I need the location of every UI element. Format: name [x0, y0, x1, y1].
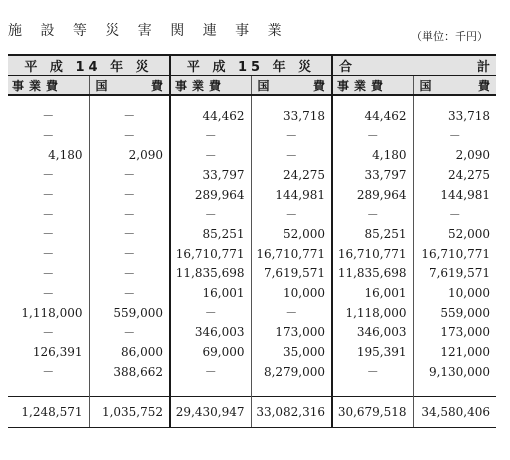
- cell-h14-national: －: [89, 106, 170, 126]
- cell-h14-national: －: [89, 185, 170, 205]
- table-row: [8, 106, 496, 126]
- cell-total-project-cost: 11,835,698: [332, 264, 413, 284]
- table-row: [8, 165, 496, 185]
- cell-h15-project-cost: 16,001: [170, 283, 251, 303]
- cell-total-national: 33,718: [413, 106, 496, 126]
- cell-total-project-cost: 4,180: [332, 145, 413, 165]
- table-row: [8, 342, 496, 362]
- subheader-h14-national-right: 費: [151, 78, 164, 93]
- subheader-total-national-left: 国: [419, 78, 432, 93]
- subheader-h14-national-left: 国: [95, 78, 108, 93]
- subheader-total-national: [413, 76, 496, 96]
- cell-h14-project-cost: －: [42, 188, 55, 203]
- cell-h14-project-cost: －: [42, 227, 55, 242]
- cell-total-national: 24,275: [413, 165, 496, 185]
- cell-h15-national: －: [251, 145, 332, 165]
- cell-h15-national: 35,000: [251, 342, 332, 362]
- subheader-h15-national-left: 国: [257, 78, 270, 93]
- subheader-total-project-cost: 事業費: [332, 76, 413, 96]
- table-row: [8, 283, 496, 303]
- cell-h15-project-cost: －: [170, 204, 251, 224]
- cell-total-national: 10,000: [413, 283, 496, 303]
- cell-total-national: －: [413, 204, 496, 224]
- cell-h15-project-cost: －: [170, 126, 251, 146]
- header-row-years: [8, 55, 496, 76]
- cell-h14-project-cost: 126,391: [32, 345, 83, 360]
- table-row: [8, 145, 496, 165]
- cell-h15-national: 10,000: [251, 283, 332, 303]
- header-total: [332, 55, 496, 76]
- table-row: [8, 303, 496, 323]
- table-row: [8, 185, 496, 205]
- cell-h14-project-cost: －: [42, 266, 55, 281]
- cell-h14-national: －: [89, 323, 170, 343]
- cell-h14-project-cost: －: [42, 247, 55, 262]
- cell-h14-project-cost: －: [42, 286, 55, 301]
- cell-h15-national: －: [251, 303, 332, 323]
- cell-total-national: 52,000: [413, 224, 496, 244]
- total-h14-national: 1,035,752: [89, 396, 170, 427]
- cell-h14-national: 388,662: [89, 362, 170, 382]
- subheader-h15-national: [251, 76, 332, 96]
- cell-h14-project-cost: 4,180: [48, 148, 83, 163]
- cell-h14-national: －: [89, 126, 170, 146]
- cell-total-project-cost: 195,391: [332, 342, 413, 362]
- page-title: 施 設 等 災 害 関 連 事 業: [8, 23, 289, 39]
- cell-h15-national: 8,279,000: [251, 362, 332, 382]
- header-h15: [170, 55, 332, 76]
- cell-h14-national: －: [89, 283, 170, 303]
- cell-h15-project-cost: 33,797: [170, 165, 251, 185]
- header-h14-label: 平 成 14 年 災: [24, 60, 153, 75]
- cell-h14-project-cost: －: [42, 129, 55, 144]
- table-row: [8, 244, 496, 264]
- cell-total-national: 121,000: [413, 342, 496, 362]
- header-h15-label: 平 成 15 年 災: [186, 60, 316, 75]
- header-total-right: 計: [477, 60, 491, 75]
- cell-total-project-cost: 85,251: [332, 224, 413, 244]
- cell-total-national: 9,130,000: [413, 362, 496, 382]
- cell-h14-national: －: [89, 224, 170, 244]
- subheader-h14-national: [89, 76, 170, 96]
- subheader-h14-project-cost: 事業費: [8, 76, 89, 96]
- cell-total-national: 173,000: [413, 323, 496, 343]
- cell-h14-national: 559,000: [89, 303, 170, 323]
- cell-h15-national: －: [251, 126, 332, 146]
- table-row: [8, 204, 496, 224]
- subheader-h15-national-right: 費: [313, 78, 326, 93]
- table-row: [8, 323, 496, 343]
- cell-h15-project-cost: －: [170, 145, 251, 165]
- cell-total-project-cost: 16,710,771: [332, 244, 413, 264]
- cell-total-national: 2,090: [413, 145, 496, 165]
- cell-h14-project-cost: －: [42, 109, 55, 124]
- cell-h15-national: 7,619,571: [251, 264, 332, 284]
- cell-total-project-cost: 289,964: [332, 185, 413, 205]
- cell-total-project-cost: －: [332, 126, 413, 146]
- cell-total-project-cost: 44,462: [332, 106, 413, 126]
- subheader-h15-project-cost: 事業費: [170, 76, 251, 96]
- cell-h14-national: －: [89, 165, 170, 185]
- cell-h15-project-cost: －: [170, 362, 251, 382]
- cell-h15-project-cost: 69,000: [170, 342, 251, 362]
- cell-h14-project-cost: －: [42, 207, 55, 222]
- total-total-project-cost: 30,679,518: [332, 396, 413, 427]
- cell-h15-national: 144,981: [251, 185, 332, 205]
- cell-h15-project-cost: 11,835,698: [170, 264, 251, 284]
- subheader-total-national-right: 費: [478, 78, 491, 93]
- cell-h14-national: －: [89, 204, 170, 224]
- totals-row: [8, 396, 496, 427]
- table-row: [8, 264, 496, 284]
- cell-h14-national: －: [89, 264, 170, 284]
- cell-h14-project-cost: －: [42, 325, 55, 340]
- cell-h14-project-cost: －: [42, 365, 55, 380]
- header-h14: [8, 55, 170, 76]
- cell-h15-national: 16,710,771: [251, 244, 332, 264]
- cell-total-project-cost: 33,797: [332, 165, 413, 185]
- cell-h15-project-cost: 85,251: [170, 224, 251, 244]
- table-row: [8, 126, 496, 146]
- table-body: [8, 95, 496, 427]
- cell-total-project-cost: 16,001: [332, 283, 413, 303]
- cell-h15-national: 173,000: [251, 323, 332, 343]
- cell-total-project-cost: 346,003: [332, 323, 413, 343]
- cell-h15-national: －: [251, 204, 332, 224]
- cell-h15-project-cost: 16,710,771: [170, 244, 251, 264]
- gap-row: [8, 382, 496, 397]
- cell-total-project-cost: 1,118,000: [332, 303, 413, 323]
- cell-h14-national: －: [89, 244, 170, 264]
- total-h14-project-cost: 1,248,571: [8, 396, 89, 427]
- disaster-project-table: [8, 54, 496, 428]
- total-h15-project-cost: 29,430,947: [170, 396, 251, 427]
- cell-total-national: 7,619,571: [413, 264, 496, 284]
- total-total-national: 34,580,406: [413, 396, 496, 427]
- cell-total-project-cost: －: [332, 204, 413, 224]
- table-row: [8, 224, 496, 244]
- unit-note: （単位：千円）: [411, 30, 488, 43]
- cell-h15-project-cost: －: [170, 303, 251, 323]
- spacer-row: [8, 95, 496, 106]
- cell-h15-project-cost: 44,462: [170, 106, 251, 126]
- cell-h14-project-cost: －: [42, 168, 55, 183]
- cell-total-national: 16,710,771: [413, 244, 496, 264]
- cell-total-national: 559,000: [413, 303, 496, 323]
- cell-h15-national: 24,275: [251, 165, 332, 185]
- total-h15-national: 33,082,316: [251, 396, 332, 427]
- cell-h15-national: 52,000: [251, 224, 332, 244]
- cell-total-national: －: [413, 126, 496, 146]
- table-row: [8, 362, 496, 382]
- cell-h15-project-cost: 346,003: [170, 323, 251, 343]
- cell-h14-national: 86,000: [89, 342, 170, 362]
- cell-total-national: 144,981: [413, 185, 496, 205]
- header-row-columns: [8, 76, 496, 96]
- cell-total-project-cost: －: [332, 362, 413, 382]
- header-total-left: 合: [339, 60, 353, 75]
- cell-h15-project-cost: 289,964: [170, 185, 251, 205]
- cell-h14-project-cost: 1,118,000: [21, 305, 83, 320]
- cell-h15-national: 33,718: [251, 106, 332, 126]
- cell-h14-national: 2,090: [89, 145, 170, 165]
